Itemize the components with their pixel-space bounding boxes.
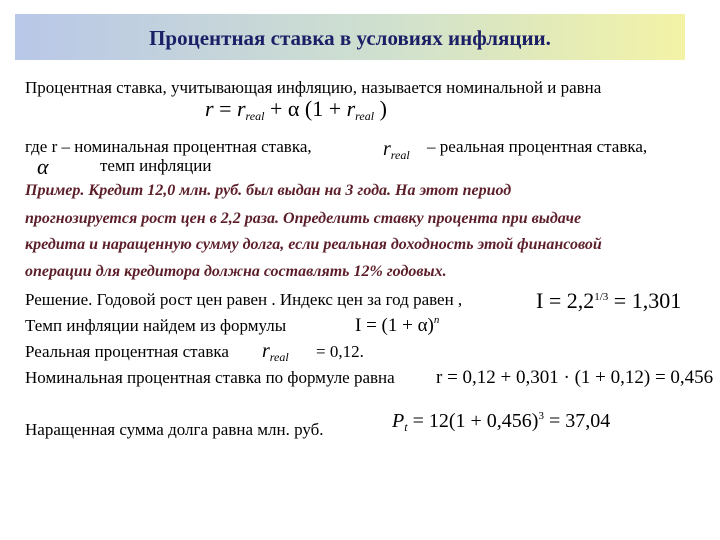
accrued-sub: t	[404, 420, 408, 434]
solution-line-3: Реальная процентная ставка	[25, 342, 229, 361]
example-line-4: операции для кредитора должна составлять 12% годовых.	[25, 263, 447, 280]
accrued-formula	[392, 410, 610, 435]
formula-alpha-part: + α (1 +	[264, 96, 347, 121]
formula-real-sub: real	[245, 109, 265, 123]
solution-line-1: Решение. Годовой рост цен равен . Индекс цен за год равен ,	[25, 290, 463, 309]
where-text-3: темп инфляции	[100, 156, 212, 175]
accrued-exp: 3	[538, 410, 544, 422]
example-line-1: Пример. Кредит 12,0 млн. руб. был выдан на 3 года. На этот период	[25, 182, 512, 199]
solution-line-5: Наращенная сумма долга равна млн. руб.	[25, 420, 324, 439]
real-rate-r: r	[262, 340, 270, 362]
r-real-sub: real	[390, 148, 410, 162]
alpha-symbol: α	[37, 154, 49, 179]
real-rate-sub: real	[269, 350, 289, 364]
slide-title: Процентная ставка в условиях инфляции.	[149, 26, 551, 50]
title-bar	[15, 14, 685, 62]
real-rate-value: = 0,12.	[316, 342, 364, 361]
where-text-1: где r – номинальная процентная ставка,	[25, 137, 312, 156]
inflation-exp: n	[433, 314, 440, 326]
where-text-2: – реальная процентная ставка,	[427, 137, 648, 156]
real-rate-formula	[262, 340, 289, 365]
formula-close: )	[374, 96, 387, 121]
accrued-rhs: = 37,04	[543, 410, 611, 432]
inflation-text: I = (1 + α)	[355, 315, 434, 336]
r-real-symbol	[383, 138, 410, 163]
nominal-formula: r = 0,12 + 0,301 · (1 + 0,12) = 0,456	[436, 367, 714, 388]
accrued-p: P	[392, 410, 405, 432]
formula-r: r	[205, 96, 214, 121]
solution-line-2: Темп инфляции найдем из формулы	[25, 316, 287, 335]
solution-line-4: Номинальная процентная ставка по формуле равна	[25, 368, 395, 387]
formula-r-real: r	[236, 96, 246, 121]
accrued-mid: = 12(1 + 0,456)	[407, 410, 539, 432]
index-rhs: = 1,301	[608, 288, 682, 313]
formula-real-sub-2: real	[355, 109, 375, 123]
inflation-formula	[355, 314, 439, 337]
intro-text: Процентная ставка, учитывающая инфляцию, называется номинальной и равна	[25, 78, 602, 97]
example-line-2: прогнозируется рост цен в 2,2 раза. Определить ставку процента при выдаче	[25, 210, 582, 227]
main-formula	[205, 96, 387, 124]
index-exp: 1/3	[594, 291, 609, 303]
index-formula	[536, 288, 681, 314]
index-lhs: I = 2,2	[536, 288, 595, 313]
example-line-3: кредита и наращенную сумму долга, если реальная доходность этой финансовой	[25, 236, 602, 253]
formula-r-real-2: r	[346, 96, 356, 121]
r-real-letter: r	[383, 138, 391, 160]
formula-eq: =	[213, 96, 237, 121]
